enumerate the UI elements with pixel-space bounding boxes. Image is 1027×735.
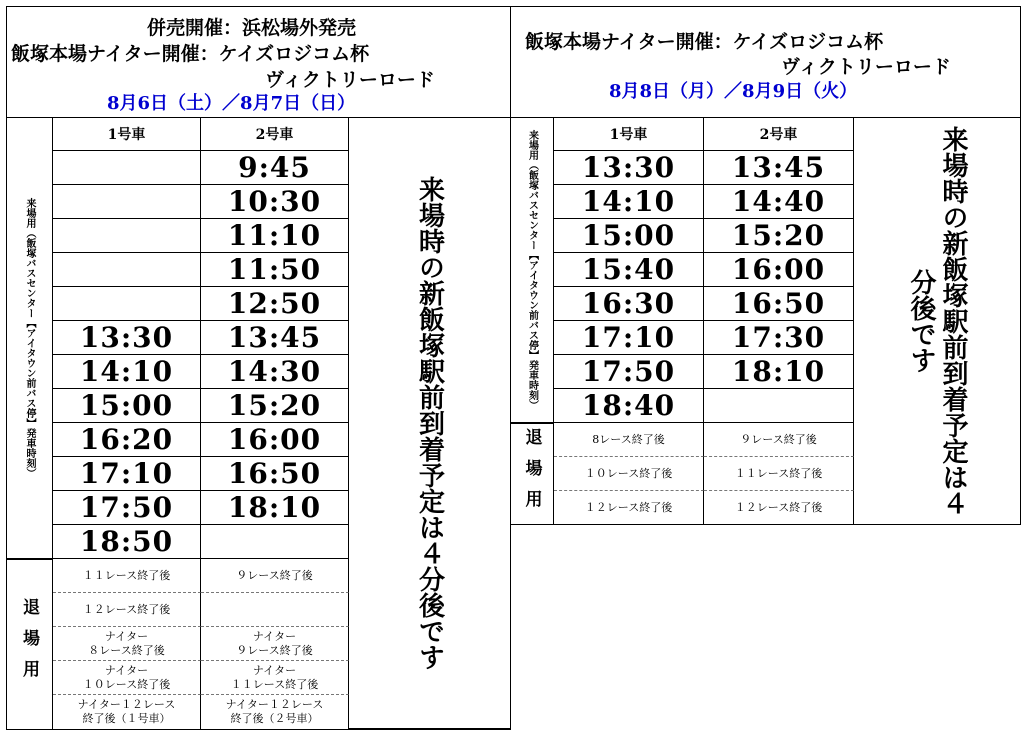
right-header <box>511 7 1020 118</box>
left-title-line2: 飯塚本場ナイター開催：ケイズロジコム杯 <box>11 43 370 65</box>
left-exit-car2: ９レース終了後 <box>201 559 349 593</box>
right-arrival-note: 来場時の新飯塚駅前到着予定は４分後です <box>906 125 968 516</box>
right-col-header-car1: 1号車 <box>554 117 704 151</box>
left-exit-car1: １２レース終了後 <box>53 593 201 627</box>
left-car2-time <box>201 525 349 559</box>
left-car2-time: 14:30 <box>201 355 349 389</box>
right-car1-time: 14:10 <box>554 185 704 219</box>
right-col-header-car2: 2号車 <box>704 117 854 151</box>
left-car1-time <box>53 253 201 287</box>
right-car2-time: 13:45 <box>704 151 854 185</box>
right-car2-time: 18:10 <box>704 355 854 389</box>
left-timetable <box>7 117 510 729</box>
left-car2-time: 16:50 <box>201 457 349 491</box>
right-title-line1: 飯塚本場ナイター開催：ケイズロジコム杯 <box>525 31 884 53</box>
right-exit-car2: １２レース終了後 <box>704 491 854 525</box>
right-car1-time: 17:50 <box>554 355 704 389</box>
left-car2-time: 18:10 <box>201 491 349 525</box>
right-title-line2: ヴィクトリーロード <box>781 56 951 78</box>
right-car1-time: 15:40 <box>554 253 704 287</box>
right-exit-car2: １１レース終了後 <box>704 457 854 491</box>
left-car1-time: 14:10 <box>53 355 201 389</box>
right-car2-time: 17:30 <box>704 321 854 355</box>
left-exit-car1: ナイター ８レース終了後 <box>53 627 201 661</box>
left-car1-time <box>53 151 201 185</box>
left-exit-car2: ナイター１２レース 終了後（２号車） <box>201 695 349 729</box>
right-arrival-side-label: 来場用（飯塚バスセンター【アイタウン前バス停】発車時刻） <box>526 129 538 410</box>
left-car1-time: 15:00 <box>53 389 201 423</box>
right-car1-time: 16:30 <box>554 287 704 321</box>
left-col-header-car1: 1号車 <box>53 117 201 151</box>
left-exit-label-cell <box>7 559 53 729</box>
right-exit-label: 退場用 <box>521 428 542 521</box>
left-car2-time: 12:50 <box>201 287 349 321</box>
left-car2-time: 11:10 <box>201 219 349 253</box>
right-car1-time: 13:30 <box>554 151 704 185</box>
left-arrival-side-label: 来場用（飯塚バスセンター【アイタウン前バス停】発車時刻） <box>24 197 35 478</box>
right-arrival-side-label-cell <box>511 117 554 423</box>
right-car1-time: 18:40 <box>554 389 704 423</box>
left-arrival-note-cell <box>349 117 510 729</box>
right-schedule-panel <box>510 6 1021 525</box>
left-car1-time: 18:50 <box>53 525 201 559</box>
right-exit-car1: １０レース終了後 <box>554 457 704 491</box>
left-car1-time: 13:30 <box>53 321 201 355</box>
left-car1-time: 17:10 <box>53 457 201 491</box>
right-car2-time: 16:00 <box>704 253 854 287</box>
right-car2-time: 14:40 <box>704 185 854 219</box>
left-car2-time: 10:30 <box>201 185 349 219</box>
left-exit-car1: １１レース終了後 <box>53 559 201 593</box>
right-car2-time: 15:20 <box>704 219 854 253</box>
right-car1-time: 15:00 <box>554 219 704 253</box>
left-header <box>7 7 510 118</box>
left-exit-car1: ナイター１２レース 終了後（１号車） <box>53 695 201 729</box>
left-car2-time: 16:00 <box>201 423 349 457</box>
right-dates: 8月8日（月）／8月9日（火） <box>609 81 858 102</box>
right-exit-label-cell <box>511 423 554 525</box>
right-arrival-note-cell <box>854 117 1020 525</box>
right-exit-car1: 8レース終了後 <box>554 423 704 457</box>
left-exit-car2: ナイター ９レース終了後 <box>201 627 349 661</box>
left-car2-time: 11:50 <box>201 253 349 287</box>
left-car1-time: 16:20 <box>53 423 201 457</box>
left-car2-time: 15:20 <box>201 389 349 423</box>
left-car2-time: 13:45 <box>201 321 349 355</box>
right-timetable <box>511 117 1020 524</box>
left-exit-car2: ナイター １１レース終了後 <box>201 661 349 695</box>
left-arrival-side-label-cell <box>7 117 53 559</box>
left-car1-time <box>53 287 201 321</box>
left-title-line1: 併売開催：浜松場外発売 <box>147 17 357 39</box>
right-exit-car1: １２レース終了後 <box>554 491 704 525</box>
left-arrival-note: 来場時の新飯塚駅前到着予定は４分後です <box>414 175 445 670</box>
left-car2-time: 9:45 <box>201 151 349 185</box>
left-car1-time: 17:50 <box>53 491 201 525</box>
right-car2-time: 16:50 <box>704 287 854 321</box>
left-title-line3: ヴィクトリーロード <box>265 69 435 91</box>
left-exit-label: 退場用 <box>19 598 39 691</box>
left-car1-time <box>53 185 201 219</box>
right-car2-time <box>704 389 854 423</box>
left-car1-time <box>53 219 201 253</box>
left-exit-car1: ナイター １０レース終了後 <box>53 661 201 695</box>
left-col-header-car2: 2号車 <box>201 117 349 151</box>
left-schedule-panel <box>6 6 511 730</box>
right-exit-car2: ９レース終了後 <box>704 423 854 457</box>
right-car1-time: 17:10 <box>554 321 704 355</box>
left-dates: 8月6日（土）／8月7日（日） <box>107 93 356 114</box>
left-exit-car2 <box>201 593 349 627</box>
